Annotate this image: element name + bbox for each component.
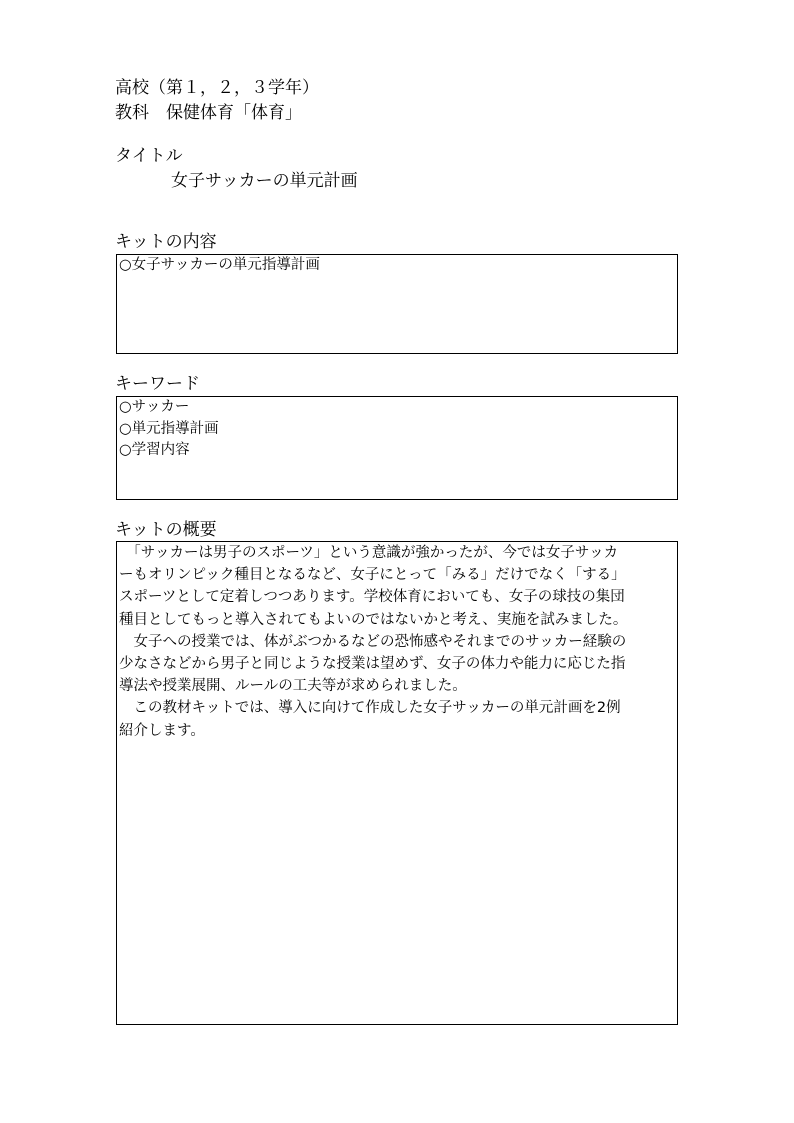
- kit-contents-item: ○女子サッカーの単元指導計画: [119, 257, 320, 273]
- kit-contents-label: キットの内容: [115, 232, 217, 252]
- summary-line: スポーツとして定着しつつあります。学校体育においても、女子の球技の集団: [119, 589, 625, 606]
- summary-line: ーもオリンピック種目となるなど、女子にとって「みる」だけでなく「する」: [119, 567, 626, 584]
- summary-line: 紹介します。: [119, 722, 205, 739]
- subject-line: 教科 保健体育「体育」: [115, 103, 302, 123]
- summary-label: キットの概要: [115, 520, 217, 540]
- keyword-item: ○単元指導計画: [119, 420, 219, 437]
- keyword-item: ○学習内容: [119, 442, 190, 458]
- keywords-label: キーワード: [115, 374, 200, 394]
- summary-line: 女子への授業では、体がぶつかるなどの恐怖感やそれまでのサッカー経験の: [119, 633, 627, 650]
- summary-line: 種目としてもっと導入されてもよいのではないかと考え、実施を試みました。: [119, 611, 628, 628]
- kit-contents-box: [116, 254, 678, 354]
- summary-line: 「サッカーは男子のスポーツ」という意識が強かったが、今では女子サッカ: [119, 545, 619, 561]
- summary-line: 少なさなどから男子と同じような授業は望めず、女子の体力や能力に応じた指: [119, 656, 626, 673]
- title-label: タイトル: [115, 146, 183, 166]
- summary-line: 導法や授業展開、ルールの工夫等が求められました。: [119, 678, 467, 695]
- school-level: 高校（第１，２，３学年）: [115, 78, 319, 98]
- keyword-item: ○サッカー: [119, 399, 190, 415]
- summary-box: [116, 541, 678, 1025]
- summary-line: この教材キットでは、導入に向けて作成した女子サッカーの単元計画を2例: [119, 700, 621, 717]
- title-value: 女子サッカーの単元計画: [171, 171, 358, 191]
- keywords-box: [116, 396, 678, 500]
